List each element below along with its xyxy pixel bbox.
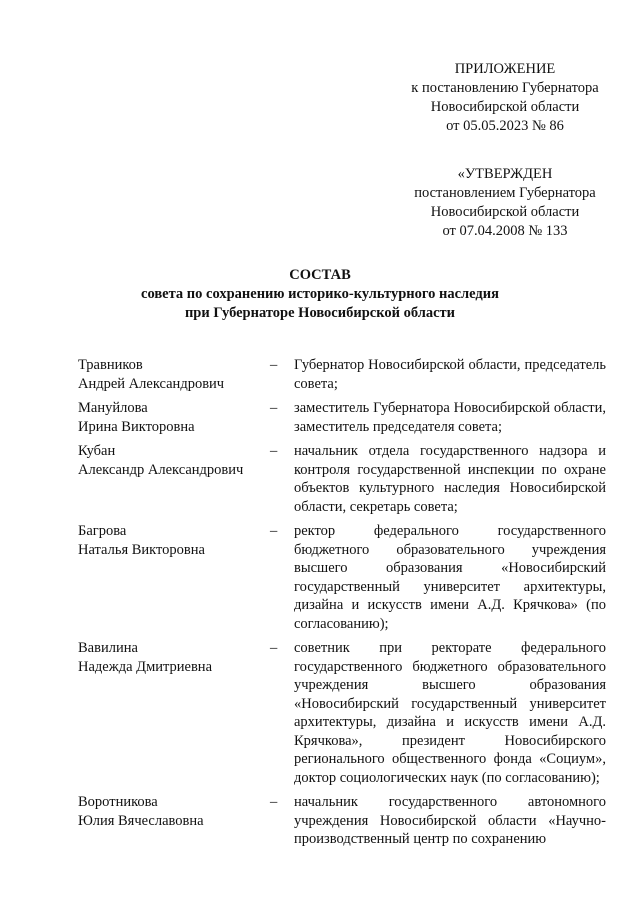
member-role: ректор федерального государственного бюджетного образовательного учреждения высшего образования «Новосибирский государственный университет архитектуры, дизайна и искусств имени А.Д. Крячкова» (по согласованию); xyxy=(294,523,606,632)
member-given-names: Надежда Дмитриевна xyxy=(78,658,213,675)
member-given-names: Александр Александрович xyxy=(78,461,244,478)
member-surname: Багрова xyxy=(78,523,127,539)
member-given-names: Юлия Вячеславовна xyxy=(78,812,204,829)
member-role: заместитель Губернатора Новосибирской области, заместитель председателя совета; xyxy=(294,400,606,435)
member-given-names: Андрей Александрович xyxy=(78,375,225,392)
appendix-header xyxy=(380,60,630,136)
member-given-names: Наталья Викторовна xyxy=(78,541,205,558)
member-dash: – xyxy=(270,400,278,416)
approved-resolution-ref: постановлением Губернатора xyxy=(414,185,596,201)
member-role: начальник государственного автономного учреждения Новосибирской области «Научно-производственный центр по сохранению xyxy=(294,794,606,847)
member-dash: – xyxy=(270,357,278,373)
title-council: совета по сохранению историко-культурного наследия xyxy=(141,286,499,302)
member-surname: Кубан xyxy=(78,443,116,459)
title-main: СОСТАВ xyxy=(289,267,351,283)
approved-header xyxy=(380,165,630,241)
members-list xyxy=(78,356,606,855)
member-dash: – xyxy=(270,794,278,810)
member-row xyxy=(78,639,606,787)
document-title xyxy=(0,266,640,323)
appendix-region: Новосибирской области xyxy=(430,99,580,115)
title-governor: при Губернаторе Новосибирской области xyxy=(184,305,456,321)
member-surname: Травников xyxy=(78,357,143,373)
member-role: советник при ректорате федерального государственного бюджетного образовательного учреждения высшего образования «Новосибирский государственный университет архитектуры, дизайна и искусств имени А.Д. Крячкова», президент Новосибирского регионального общественного фонда «Социум», доктор социологических наук (по согласованию); xyxy=(294,640,606,786)
member-row xyxy=(78,793,606,849)
member-dash: – xyxy=(270,443,278,459)
member-role: начальник отдела государственного надзора и контроля государственной инспекции по охране объектов культурного наследия Новосибирской области, секретарь совета; xyxy=(294,443,606,515)
approved-region: Новосибирской области xyxy=(430,204,580,220)
member-row xyxy=(78,356,606,393)
member-dash: – xyxy=(270,640,278,656)
member-name xyxy=(78,522,270,633)
appendix-date-number: от 05.05.2023 № 86 xyxy=(446,118,564,134)
member-surname: Мануйлова xyxy=(78,400,148,416)
member-name xyxy=(78,399,270,436)
member-row xyxy=(78,442,606,516)
member-surname: Воротникова xyxy=(78,794,158,810)
member-surname: Вавилина xyxy=(78,640,138,656)
approved-date-number: от 07.04.2008 № 133 xyxy=(442,223,568,239)
member-role: Губернатор Новосибирской области, председатель совета; xyxy=(294,357,606,392)
member-given-names: Ирина Викторовна xyxy=(78,418,195,435)
member-name xyxy=(78,442,270,516)
member-name xyxy=(78,793,270,849)
appendix-resolution-ref: к постановлению Губернатора xyxy=(411,80,599,96)
member-name xyxy=(78,639,270,787)
approved-title: «УТВЕРЖДЕН xyxy=(457,166,553,182)
member-name xyxy=(78,356,270,393)
member-dash: – xyxy=(270,523,278,539)
appendix-title: ПРИЛОЖЕНИЕ xyxy=(454,61,556,77)
member-row xyxy=(78,399,606,436)
member-row xyxy=(78,522,606,633)
